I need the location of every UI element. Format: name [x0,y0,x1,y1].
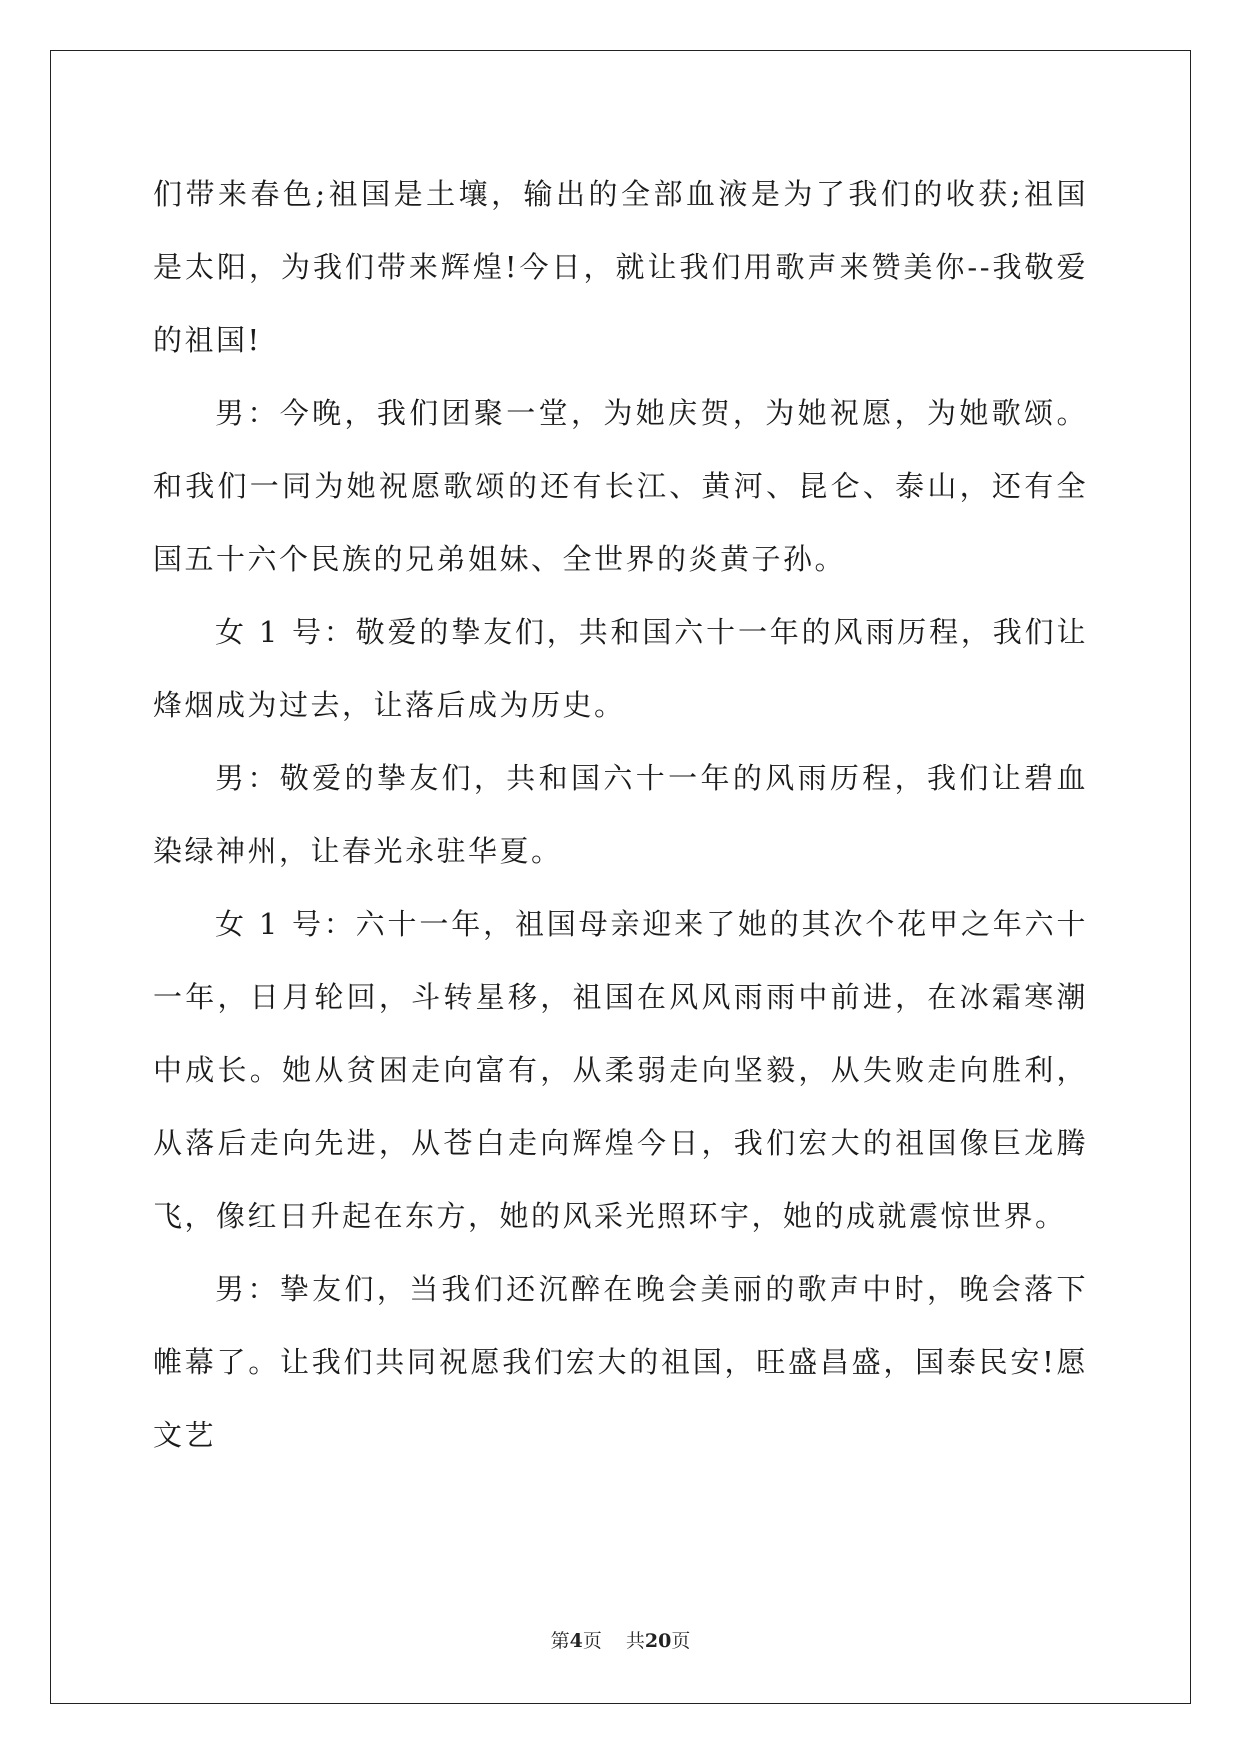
page-footer [0,1626,1241,1653]
paragraph-6: 男：挚友们，当我们还沉醉在晚会美丽的歌声中时，晚会落下帷幕了。让我们共同祝愿我们宏大的祖国，旺盛昌盛，国泰民安!愿文艺 [153,1272,1088,1452]
paragraph-4: 男：敬爱的挚友们，共和国六十一年的风雨历程，我们让碧血染绿神州，让春光永驻华夏。 [153,761,1088,868]
paragraph-5: 女 1 号：六十一年，祖国母亲迎来了她的其次个花甲之年六十一年，日月轮回，斗转星移，祖国在风风雨雨中前进，在冰霜寒潮中成长。她从贫困走向富有，从柔弱走向坚毅，从失败走向胜利，从落后走向先进，从苍白走向辉煌今日，我们宏大的祖国像巨龙腾飞，像红日升起在东方，她的风采光照环宇，她的成就震惊世界。 [153,907,1088,1233]
paragraph-1: 们带来春色;祖国是土壤，输出的全部血液是为了我们的收获;祖国是太阳，为我们带来辉煌!今日，就让我们用歌声来赞美你--我敬爱的祖国! [153,177,1088,357]
total-pages: 共20页 [625,1630,691,1652]
document-body [153,158,1088,1472]
paragraph-2: 男：今晚，我们团聚一堂，为她庆贺，为她祝愿，为她歌颂。和我们一同为她祝愿歌颂的还有长江、黄河、昆仑、泰山，还有全国五十六个民族的兄弟姐妹、全世界的炎黄子孙。 [153,396,1088,576]
page-number: 第4页 [550,1630,602,1652]
paragraph-3: 女 1 号：敬爱的挚友们，共和国六十一年的风雨历程，我们让烽烟成为过去，让落后成为历史。 [153,615,1088,722]
